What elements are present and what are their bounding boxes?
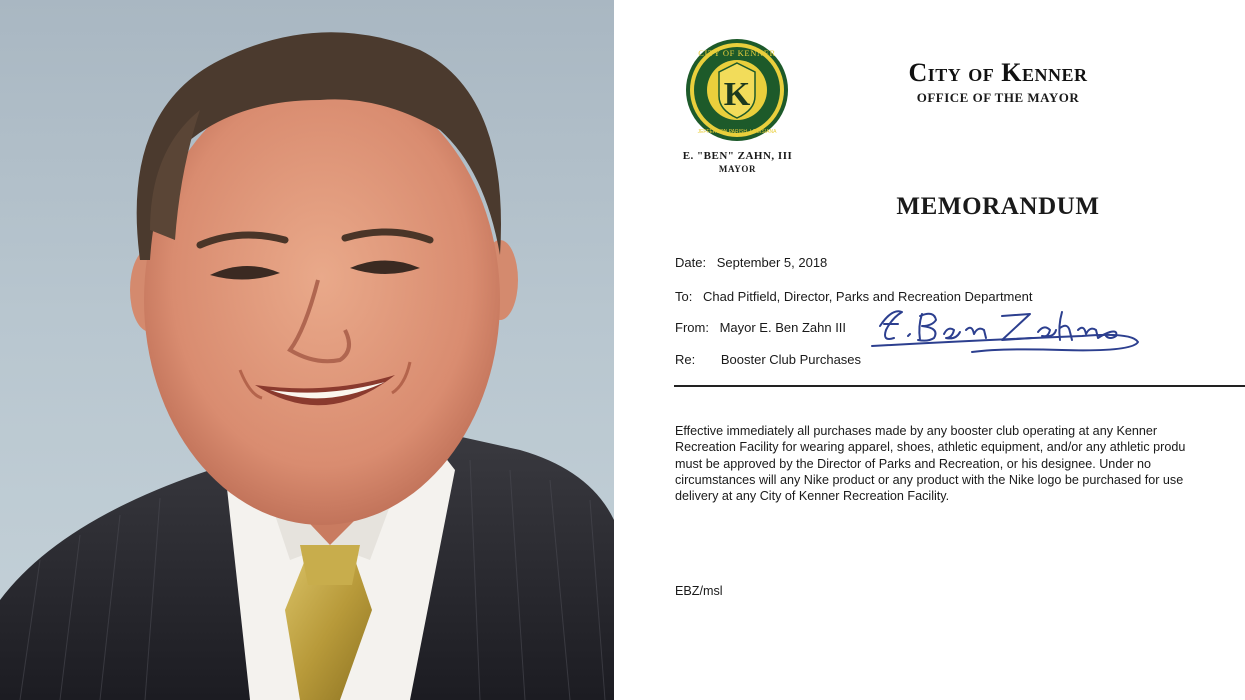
- seal-monogram: K: [723, 76, 751, 113]
- memorandum-document: [618, 0, 1245, 700]
- mayor-title: MAYOR: [718, 164, 757, 174]
- seal-top-lettering: CITY OF KENNER: [698, 48, 776, 58]
- city-seal-icon: [685, 38, 789, 142]
- to-label: To:: [675, 289, 693, 304]
- from-field: [675, 320, 846, 335]
- memo-initials: EBZ/msl: [675, 584, 723, 598]
- from-label: From:: [675, 320, 709, 335]
- date-label: Date:: [675, 255, 707, 270]
- from-value: Mayor E. Ben Zahn III: [719, 320, 847, 335]
- date-field: [675, 255, 827, 270]
- memo-body: Effective immediately all purchases made by any booster club operating at any Kenner Recreation Facility for wearing apparel, shoes, athletic equipment, and/or any athletic produ must be approved by the Director of Parks and Recreation, or his designee. Under no circumstances will any Nike product or any product with the Nike logo be purchased for use delivery at any City of Kenner Recreation Facility.: [675, 424, 1186, 504]
- city-name: City of Kenner: [908, 58, 1088, 87]
- re-field: [675, 352, 861, 367]
- memo-heading: MEMORANDUM: [896, 193, 1100, 220]
- mayor-name: E. "BEN" ZAHN, III: [682, 150, 793, 162]
- to-value: Chad Pitfield, Director, Parks and Recreation Department: [702, 289, 1033, 304]
- re-value: Booster Club Purchases: [720, 352, 862, 367]
- office-name: OFFICE OF THE MAYOR: [916, 90, 1080, 105]
- portrait-photo: [0, 0, 614, 700]
- header-divider: [674, 385, 1245, 387]
- seal-bottom-lettering: JEFFERSON PARISH, LOUISIANA: [697, 129, 777, 135]
- signature-image: [862, 296, 1142, 362]
- portrait-illustration: [0, 0, 614, 700]
- date-value: September 5, 2018: [716, 255, 828, 270]
- re-label: Re:: [675, 352, 696, 367]
